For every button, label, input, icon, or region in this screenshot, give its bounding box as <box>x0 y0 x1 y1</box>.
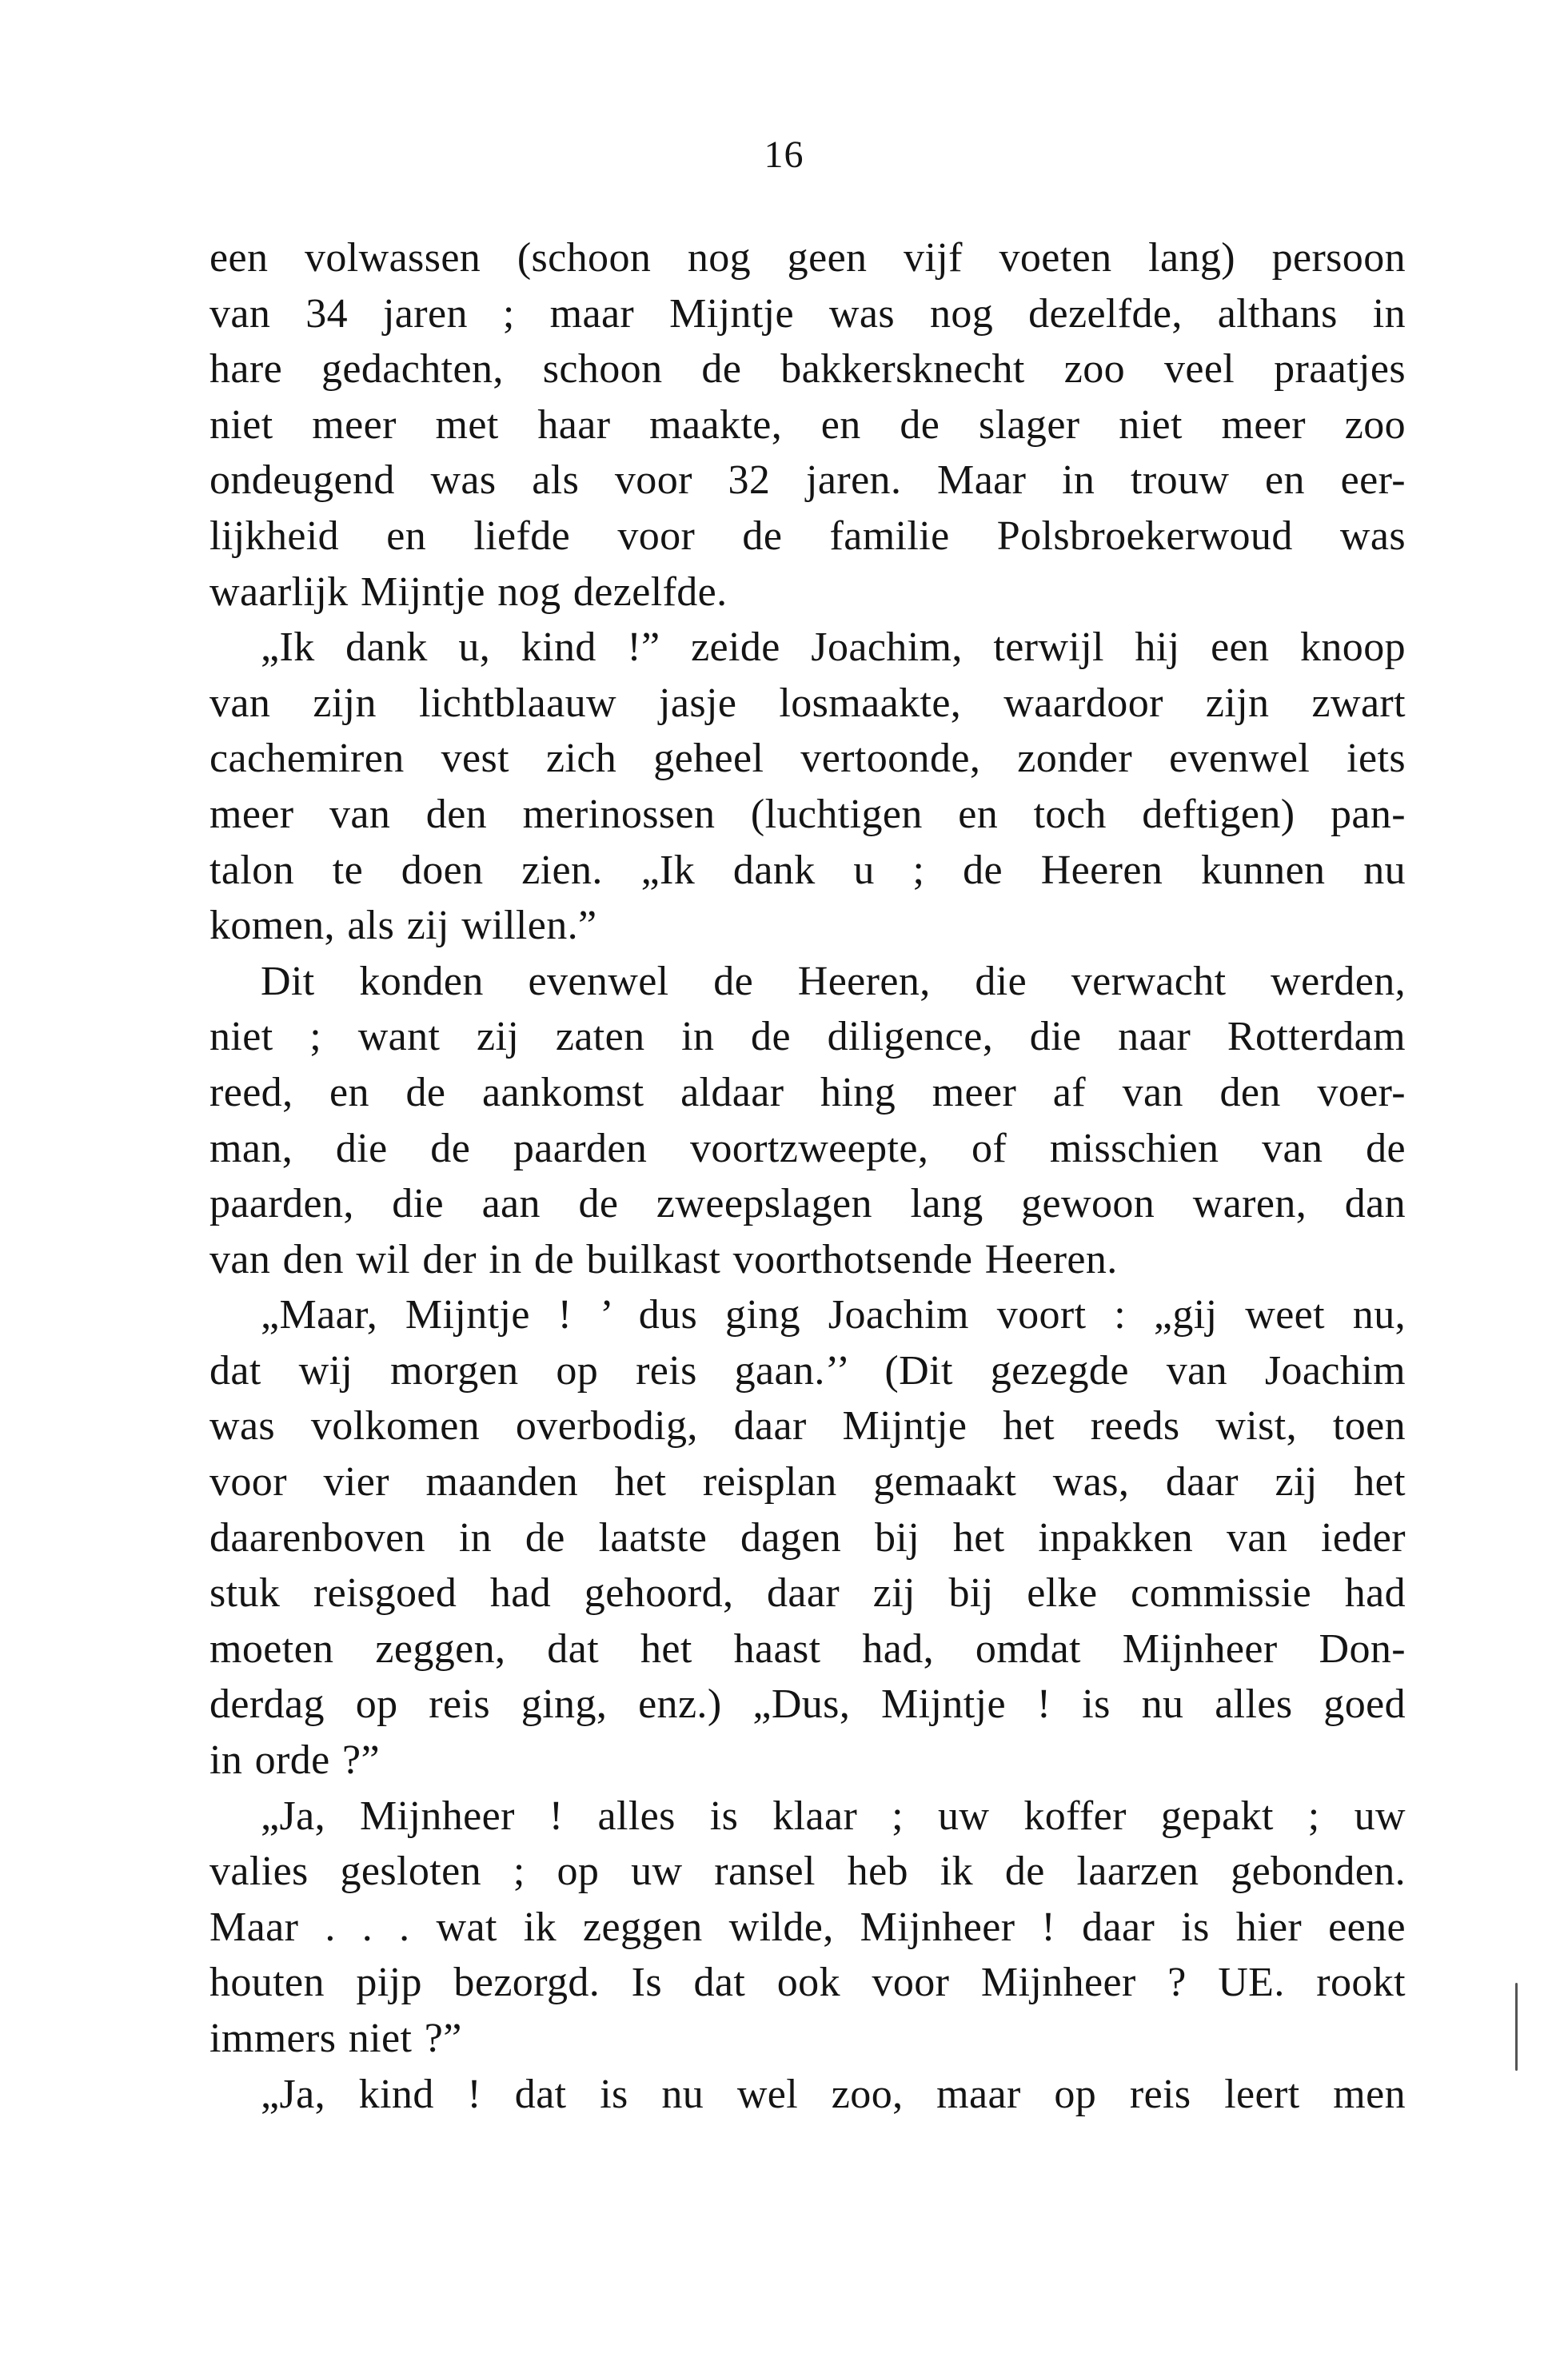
text-line: van zijn lichtblaauw jasje losmaakte, waardoor zijn zwart <box>209 680 1406 726</box>
text-line: immers niet ?” <box>209 2016 462 2061</box>
text-line: cachemiren vest zich geheel vertoonde, zonder evenwel iets <box>209 736 1406 782</box>
text-line: van 34 jaren ; maar Mijntje was nog dezelfde, althans in <box>209 290 1406 337</box>
text-line: was volkomen overbodig, daar Mijntje het reeds wist, toen <box>209 1403 1406 1450</box>
text-line: stuk reisgoed had gehoord, daar zij bij elke commissie had <box>209 1570 1406 1617</box>
text-line: hare gedachten, schoon de bakkersknecht zoo veel praatjes <box>209 346 1406 393</box>
text-line: dat wij morgen op reis gaan.’’ (Dit gezegde van Joachim <box>209 1347 1406 1394</box>
text-line: Dit konden evenwel de Heeren, die verwacht werden, <box>261 958 1406 1004</box>
text-line: Maar . . . wat ik zeggen wilde, Mijnheer ! daar is hier eene <box>209 1904 1406 1950</box>
text-line: moeten zeggen, dat het haast had, omdat Mijnheer Don- <box>209 1625 1406 1672</box>
text-line: derdag op reis ging, enz.) „Dus, Mijntje ! is nu alles goed <box>209 1681 1406 1728</box>
text-line: lijkheid en liefde voor de familie Polsbroekerwoud was <box>209 512 1406 559</box>
text-line: „Maar, Mijntje ! ’ dus ging Joachim voort : „gij weet nu, <box>261 1292 1406 1338</box>
text-line: in orde ?” <box>209 1737 381 1784</box>
text-line: „Ik dank u, kind !” zeide Joachim, terwijl hij een knoop <box>261 624 1406 671</box>
text-line: daarenboven in de laatste dagen bij het inpakken van ieder <box>209 1514 1406 1561</box>
text-line: „Ja, Mijnheer ! alles is klaar ; uw koffer gepakt ; uw <box>261 1793 1406 1839</box>
text-line: valies gesloten ; op uw ransel heb ik de laarzen gebonden. <box>209 1849 1406 1895</box>
text-line: houten pijp bezorgd. Is dat ook voor Mijnheer ? UE. rookt <box>209 1960 1406 2006</box>
text-line: een volwassen (schoon nog geen vijf voeten lang) persoon <box>209 235 1406 281</box>
text-line: komen, als zij willen.” <box>209 903 597 949</box>
text-line: meer van den merinossen (luchtigen en toch deftigen) pan- <box>209 791 1406 837</box>
margin-scan-mark <box>1515 1983 1518 2071</box>
text-line: niet ; want zij zaten in de diligence, die naar Rotterdam <box>209 1014 1406 1060</box>
text-line: „Ja, kind ! dat is nu wel zoo, maar op reis leert men <box>261 2071 1406 2117</box>
body-text <box>209 230 1406 2122</box>
page-number: 16 <box>764 134 804 176</box>
text-line: voor vier maanden het reisplan gemaakt was, daar zij het <box>209 1459 1406 1506</box>
text-line: talon te doen zien. „Ik dank u ; de Heeren kunnen nu <box>209 847 1406 893</box>
text-line: ondeugend was als voor 32 jaren. Maar in trouw en eer- <box>209 457 1406 504</box>
text-line: reed, en de aankomst aldaar hing meer af van den voer- <box>209 1069 1406 1115</box>
text-line: paarden, die aan de zweepslagen lang gewoon waren, dan <box>209 1181 1406 1227</box>
text-line: niet meer met haar maakte, en de slager niet meer zoo <box>209 401 1406 448</box>
text-line: waarlijk Mijntje nog dezelfde. <box>209 568 728 615</box>
text-line: van den wil der in de builkast voorthotsende Heeren. <box>209 1236 1118 1282</box>
text-line: man, die de paarden voortzweepte, of misschien van de <box>209 1125 1406 1171</box>
